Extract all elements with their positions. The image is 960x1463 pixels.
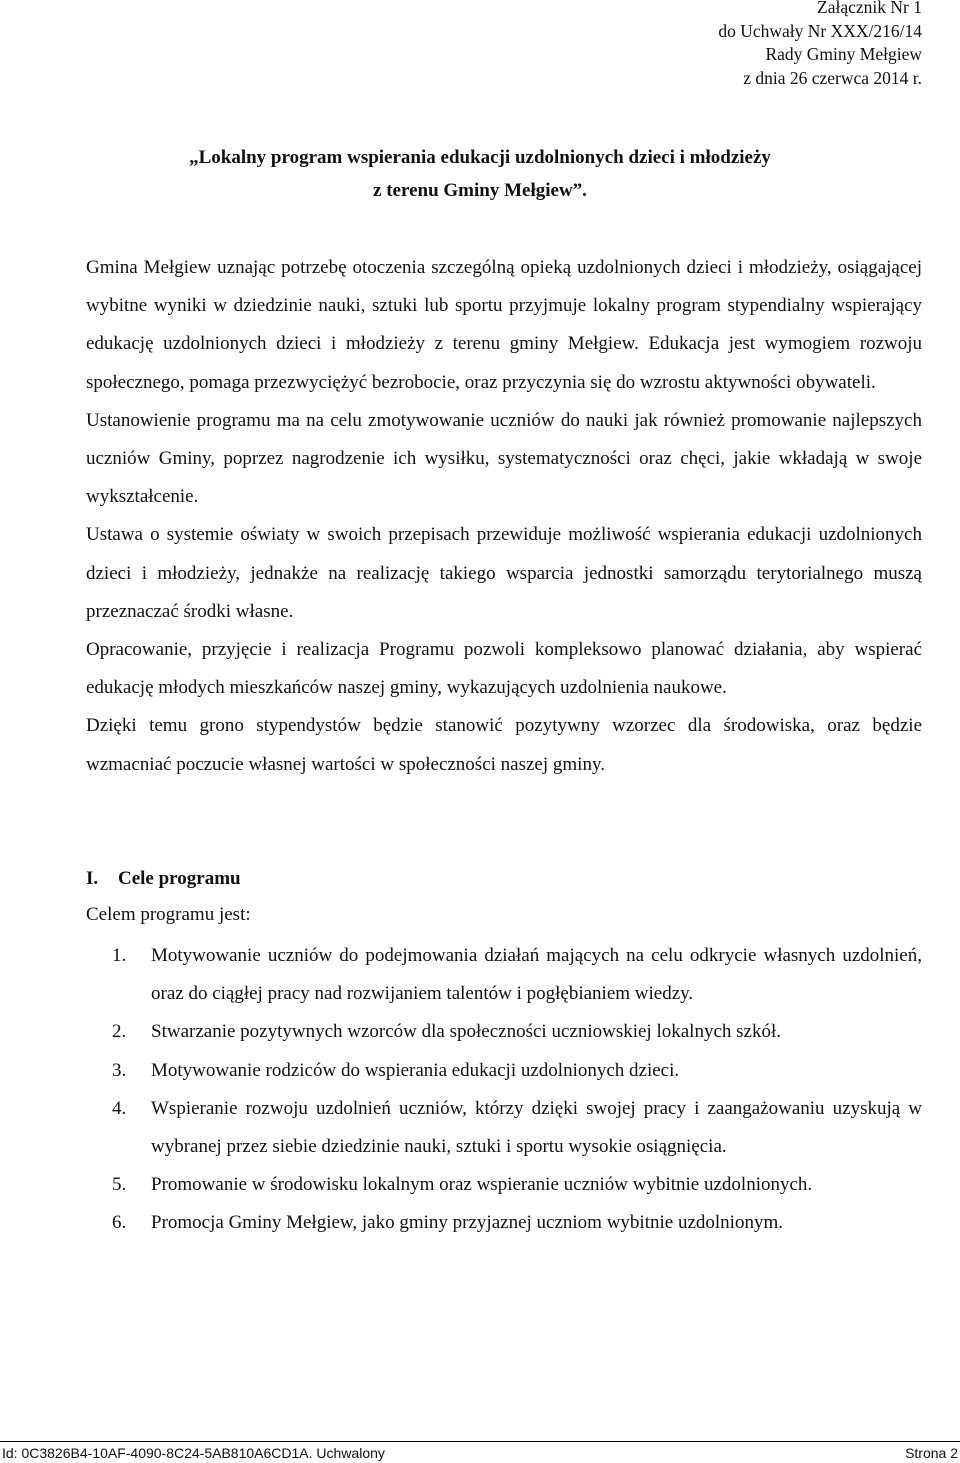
annex-line: z dnia 26 czerwca 2014 r. <box>743 67 922 88</box>
section-title: Cele programu <box>118 868 241 889</box>
paragraph: Gmina Mełgiew uznając potrzebę otoczenia szczególną opieką uzdolnionych dzieci i młodzieży, osiągającej wybitne wyniki w dziedzinie nauki, sztuki lub sportu przyjmuje lokalny program stypendialny wspierający edukację uzdolnionych dzieci i młodzieży z terenu gminy Mełgiew. Edukacja jest wymogiem rozwoju społecznego, pomaga przezwyciężyć bezrobocie, oraz przyczynia się do wzrostu aktywności obywateli. <box>86 257 922 393</box>
title-line-2: z terenu Gminy Mełgiew”. <box>373 180 587 201</box>
page-footer <box>0 1441 960 1463</box>
document-body <box>86 249 922 784</box>
list-item <box>112 1166 922 1204</box>
document-title <box>0 141 960 207</box>
paragraph: Opracowanie, przyjęcie i realizacja Programu pozwoli kompleksowo planować działania, aby wspierać edukację młodych mieszkańców naszej gminy, wykazujących uzdolnienia naukowe. <box>86 639 922 699</box>
item-number: 1. <box>112 945 127 966</box>
annex-line: Załącznik Nr 1 <box>817 0 922 17</box>
section-heading <box>86 862 241 896</box>
page-number: Strona 2 <box>905 1444 958 1461</box>
item-number: 4. <box>112 1097 127 1119</box>
item-text: Stwarzanie pozytywnych wzorców dla społeczności uczniowskiej lokalnych szkół. <box>151 1021 781 1043</box>
list-item <box>112 1204 922 1242</box>
list-item <box>112 1090 922 1166</box>
item-text: Wspieranie rozwoju uzdolnień uczniów, którzy dzięki swojej pracy i zaangażowaniu uzyskują w wybranej przez siebie dziedzinie nauki, sztuki i sportu wysokie osiągnięcia. <box>151 1097 922 1158</box>
item-number: 3. <box>112 1059 127 1081</box>
annex-line: do Uchwały Nr XXX/216/14 <box>718 20 922 41</box>
item-number: 5. <box>112 1174 127 1196</box>
paragraph: Ustanowienie programu ma na celu zmotywowanie uczniów do nauki jak również promowanie najlepszych uczniów Gminy, poprzez nagrodzenie ich wysiłku, systematyczności oraz chęci, jakie wkładają w swoje wykształcenie. <box>86 409 922 508</box>
list-item <box>112 1013 922 1051</box>
annex-header <box>718 0 922 90</box>
item-text: Promocja Gminy Mełgiew, jako gminy przyjaznej uczniom wybitnie uzdolnionym. <box>151 1212 783 1234</box>
section-intro: Celem programu jest: <box>86 904 251 925</box>
paragraph: Ustawa o systemie oświaty w swoich przepisach przewiduje możliwość wspierania edukacji uzdolnionych dzieci i młodzieży, jednakże na realizację takiego wsparcia jednostki samorządu terytorialnego muszą przeznaczać środki własne. <box>86 524 922 622</box>
list-item <box>112 937 922 1013</box>
section-number: I. <box>86 868 99 889</box>
item-text: Motywowanie rodziców do wspierania edukacji uzdolnionych dzieci. <box>151 1059 680 1081</box>
item-text: Motywowanie uczniów do podejmowania działań mających na celu odkrycie własnych uzdolnień, oraz do ciągłej pracy nad rozwijaniem talentów i pogłębianiem wiedzy. <box>151 945 922 1005</box>
goals-list <box>112 937 922 1243</box>
paragraph: Dzięki temu grono stypendystów będzie stanowić pozytywny wzorzec dla środowiska, oraz będzie wzmacniać poczucie własnej wartości w społeczności naszej gminy. <box>86 715 922 775</box>
item-number: 2. <box>112 1021 127 1043</box>
document-id: Id: 0C3826B4-10AF-4090-8C24-5AB810A6CD1A. Uchwalony <box>2 1444 385 1461</box>
title-line-1: „Lokalny program wspierania edukacji uzdolnionych dzieci i młodzieży <box>189 147 771 168</box>
item-number: 6. <box>112 1212 127 1234</box>
item-text: Promowanie w środowisku lokalnym oraz wspieranie uczniów wybitnie uzdolnionych. <box>151 1174 813 1196</box>
list-item <box>112 1052 922 1090</box>
annex-line: Rady Gminy Mełgiew <box>765 44 922 64</box>
